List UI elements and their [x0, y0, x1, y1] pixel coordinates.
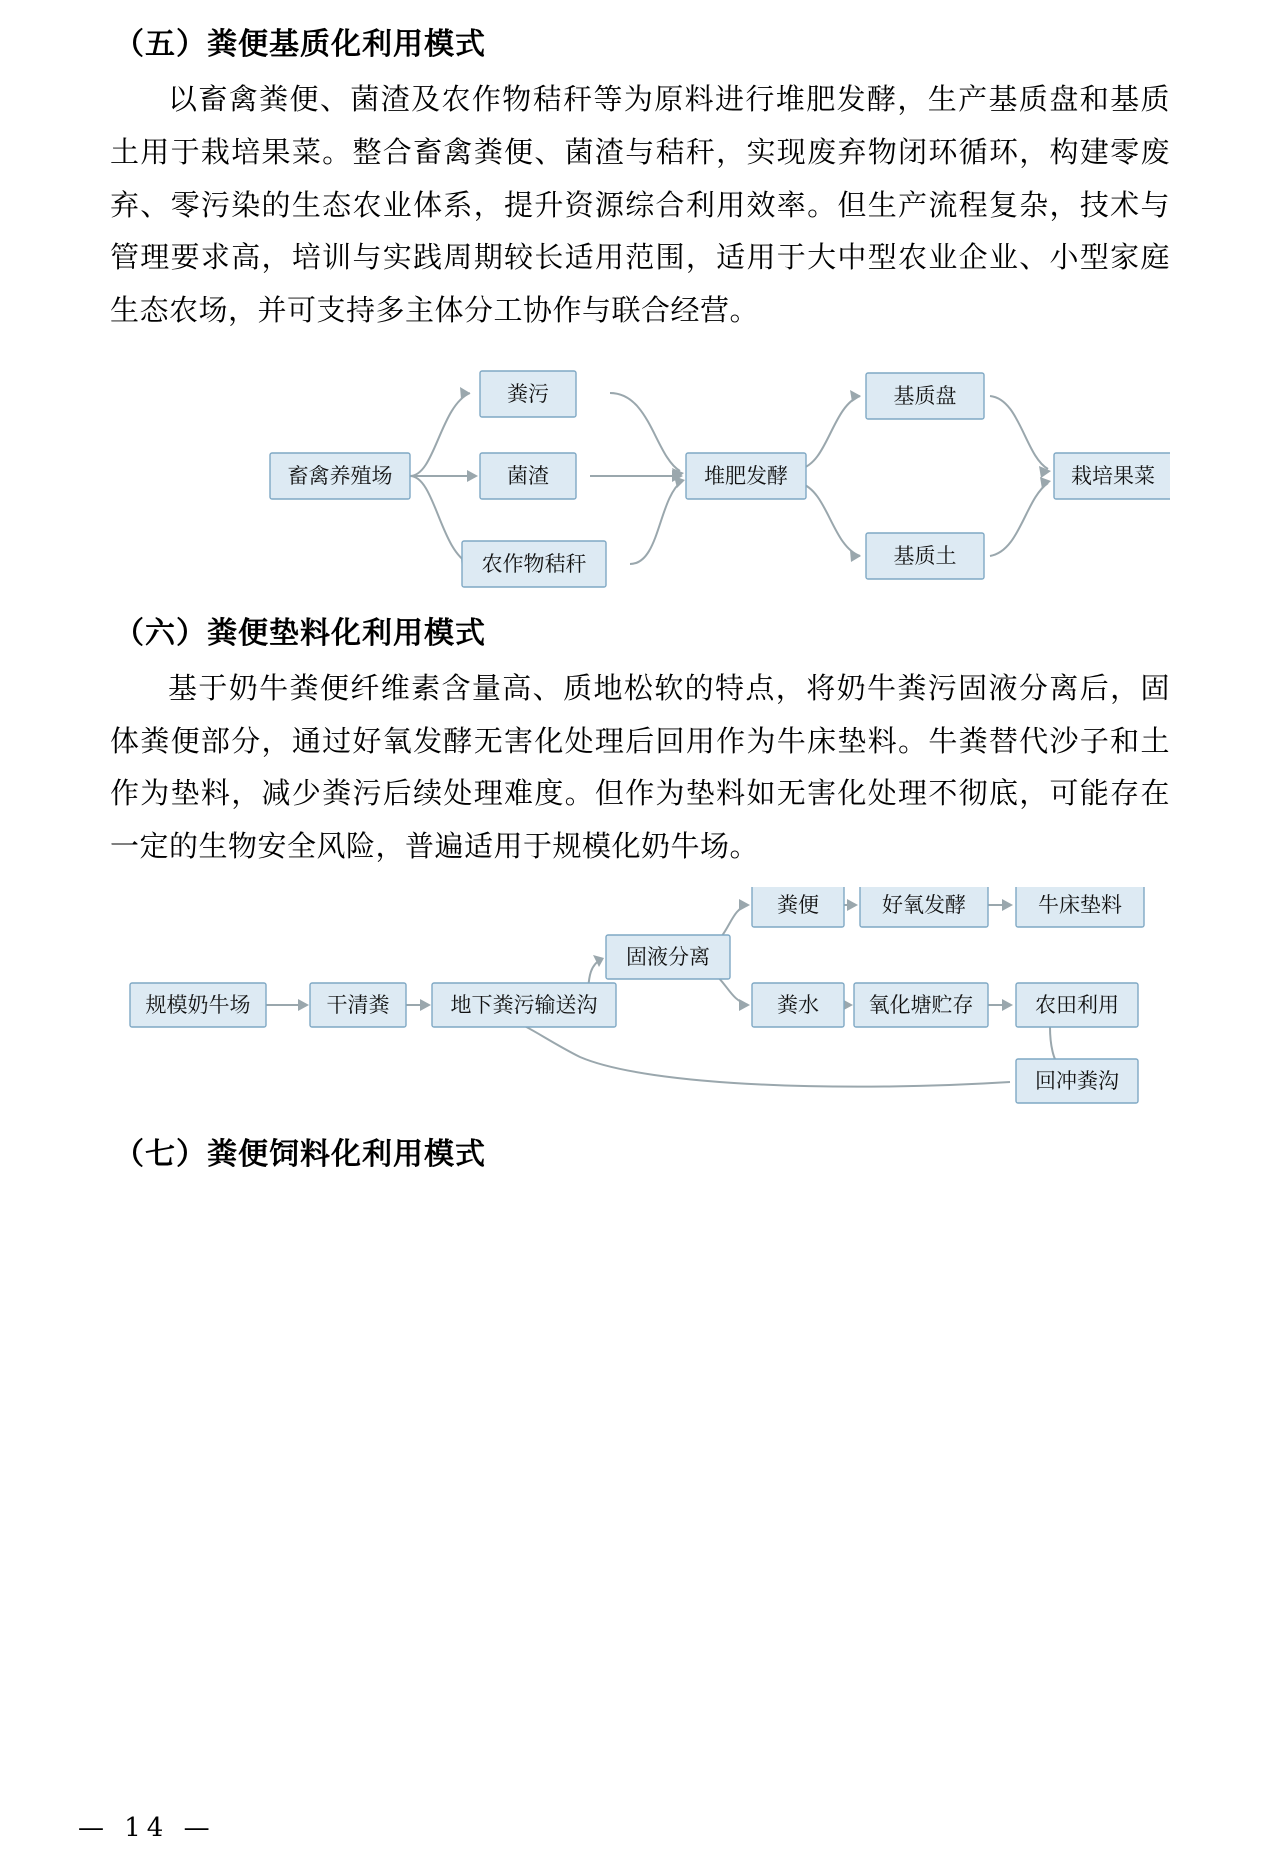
edge-manure-to-compost — [610, 393, 680, 471]
arrowhead-channel — [420, 999, 431, 1011]
node-manure-water — [752, 983, 844, 1027]
node-composting — [686, 453, 806, 499]
node-aerobic-fermentation — [860, 887, 988, 927]
node-dairy-farm — [130, 983, 266, 1027]
section-paragraph-6: 基于奶牛粪便纤维素含量高、质地松软的特点，将奶牛粪污固液分离后，固体粪便部分，通过好氧发酵无害化处理后回用作为牛床垫料。牛粪替代沙子和土作为垫料，减少粪污后续处理难度。但作为垫料如无害化处理不彻底，可能存在一定的生物安全风险，普遍适用于规模化奶牛场。 — [110, 670, 1170, 864]
svg-text:粪便: 粪便 — [777, 892, 819, 917]
svg-text:菌渣: 菌渣 — [507, 463, 549, 488]
svg-text:畜禽养殖场: 畜禽养殖场 — [287, 463, 393, 488]
svg-text:堆肥发酵: 堆肥发酵 — [704, 463, 788, 488]
svg-text:农作物秸秆: 农作物秸秆 — [481, 551, 587, 576]
figure-substrate-utilization — [110, 351, 1170, 601]
figure-bedding-diagram — [110, 887, 1170, 1122]
edge-straw-to-compost — [630, 481, 682, 564]
arrowhead-farmland — [1002, 999, 1013, 1011]
svg-text:好氧发酵: 好氧发酵 — [882, 892, 966, 917]
svg-text:地下粪污输送沟: 地下粪污输送沟 — [450, 992, 598, 1017]
node-solid-liquid-separation — [606, 935, 730, 979]
edge-farm-to-manure — [410, 393, 470, 476]
section-heading-7: （七）粪便饲料化利用模式 — [114, 1136, 486, 1172]
svg-text:基质土: 基质土 — [893, 543, 957, 568]
edge-farm-to-straw — [410, 476, 470, 564]
svg-text:规模奶牛场: 规模奶牛场 — [145, 992, 251, 1017]
arrowhead-feces — [739, 899, 750, 911]
edge-tray-to-cultivation — [990, 396, 1048, 469]
figure-bedding-utilization — [110, 887, 1170, 1122]
section-paragraph-5: 以畜禽粪便、菌渣及农作物秸秆等为原料进行堆肥发酵，生产基质盘和基质土用于栽培果菜。整合畜禽粪便、菌渣与秸秆，实现废弃物闭环循环，构建零废弃、零污染的生态农业体系，提升资源综合利用效率。但生产流程复杂，技术与管理要求高，培训与实践周期较长适用范围，适用于大中型农业企业、小型家庭生态农场，并可支持多主体分工协作与联合经营。 — [110, 82, 1170, 328]
node-dry-cleaning — [310, 983, 406, 1027]
svg-text:固液分离: 固液分离 — [626, 944, 710, 969]
svg-text:粪水: 粪水 — [777, 992, 819, 1017]
arrowhead-dry — [298, 999, 309, 1011]
svg-text:氧化塘贮存: 氧化塘贮存 — [868, 992, 974, 1017]
arrowhead-bedding — [1002, 899, 1013, 911]
node-oxidation-pond — [854, 983, 988, 1027]
node-straw — [462, 541, 606, 587]
node-manure — [480, 371, 576, 417]
node-farmland-use — [1016, 983, 1138, 1027]
node-mushroom-residue — [480, 453, 576, 499]
node-farm — [270, 453, 410, 499]
node-feces — [752, 887, 844, 927]
edge-soil-to-cultivation — [990, 483, 1048, 556]
edge-compost-to-tray — [800, 396, 860, 469]
svg-text:栽培果菜: 栽培果菜 — [1071, 463, 1155, 488]
figure-substrate-diagram — [110, 351, 1170, 601]
arrowhead-soil — [850, 550, 861, 562]
svg-text:粪污: 粪污 — [507, 381, 549, 406]
arrowhead-water — [739, 999, 750, 1011]
node-cultivation — [1054, 453, 1170, 499]
svg-text:回冲粪沟: 回冲粪沟 — [1035, 1068, 1119, 1093]
arrowhead-residue — [467, 470, 478, 482]
node-cow-bedding — [1016, 887, 1144, 927]
svg-text:牛床垫料: 牛床垫料 — [1038, 892, 1122, 917]
node-substrate-tray — [866, 373, 984, 419]
arrowhead-manure — [460, 387, 470, 399]
edge-compost-to-soil — [800, 483, 860, 556]
section-heading-6: （六）粪便垫料化利用模式 — [114, 615, 486, 651]
node-substrate-soil — [866, 533, 984, 579]
node-underground-channel — [432, 983, 616, 1027]
page-number: — 14 — — [78, 1813, 216, 1843]
arrowhead-cultivation-2 — [1040, 477, 1051, 489]
edge-flush-to-channel — [510, 1019, 1010, 1087]
node-flush-channel — [1016, 1059, 1138, 1103]
arrowhead-aerobic — [847, 899, 858, 911]
svg-text:基质盘: 基质盘 — [893, 383, 957, 408]
edge-farmland-to-flush — [1050, 1027, 1055, 1059]
svg-text:干清粪: 干清粪 — [326, 992, 390, 1017]
section-heading-5: （五）粪便基质化利用模式 — [114, 27, 486, 62]
svg-text:农田利用: 农田利用 — [1035, 992, 1119, 1017]
